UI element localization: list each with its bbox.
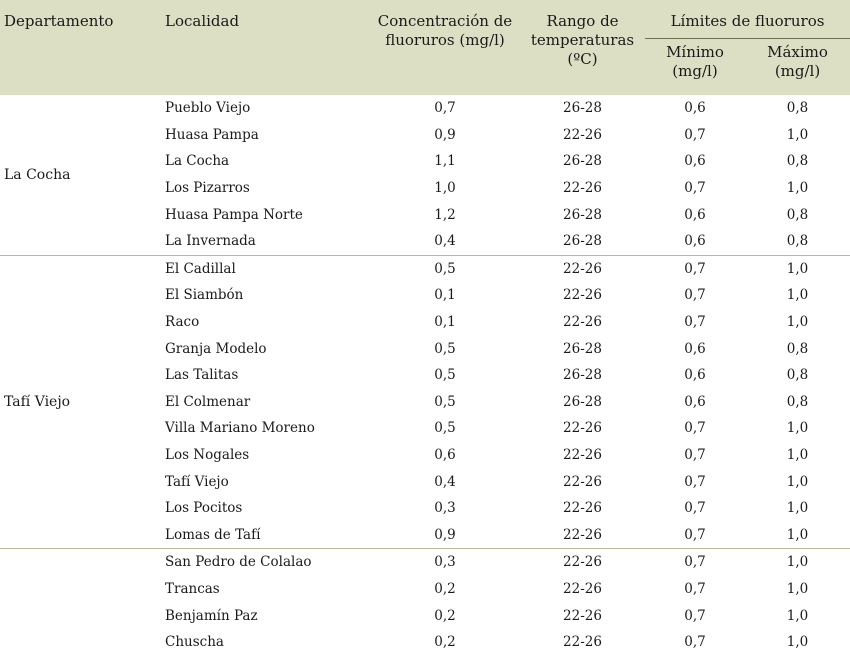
table-body xyxy=(0,95,850,655)
header-concentracion: Concentración de fluoruros (mg/l) xyxy=(370,0,520,95)
cell-concentracion: 0,5 xyxy=(434,340,456,357)
table-row xyxy=(0,95,850,122)
cell-minimo: 0,6 xyxy=(684,393,706,410)
cell-concentracion: 0,1 xyxy=(434,287,456,304)
cell-rango: 22-26 xyxy=(563,180,602,197)
cell-rango: 22-26 xyxy=(520,255,645,282)
cell-maximo: 1,0 xyxy=(745,549,850,576)
cell-localidad: Huasa Pampa xyxy=(165,126,259,143)
cell-maximo: 0,8 xyxy=(786,153,809,170)
cell-localidad: Huasa Pampa Norte xyxy=(165,206,303,223)
cell-concentracion: 0,4 xyxy=(434,233,456,250)
cell-localidad: Los Pizarros xyxy=(165,180,250,197)
cell-maximo: 0,8 xyxy=(786,340,809,357)
header-limites-fluoruros: Límites de fluoruros xyxy=(645,0,850,39)
cell-minimo: 0,7 xyxy=(684,634,706,651)
cell-rango: 26-28 xyxy=(563,206,602,223)
cell-minimo: 0,7 xyxy=(684,287,706,304)
cell-concentracion: 0,5 xyxy=(434,393,456,410)
cell-maximo: 0,8 xyxy=(786,100,809,117)
cell-maximo: 1,0 xyxy=(786,634,809,651)
cell-rango: 22-26 xyxy=(520,549,645,576)
cell-maximo: 1,0 xyxy=(786,287,809,304)
cell-minimo: 0,7 xyxy=(684,607,706,624)
cell-localidad: La Invernada xyxy=(165,233,256,250)
cell-concentracion: 0,5 xyxy=(370,255,520,282)
cell-rango: 22-26 xyxy=(563,607,602,624)
cell-localidad: Chuscha xyxy=(165,634,224,651)
cell-concentracion: 1,2 xyxy=(434,206,456,223)
cell-maximo: 1,0 xyxy=(786,473,809,490)
cell-localidad: Lomas de Tafí xyxy=(165,526,261,543)
header-minimo: Mínimo (mg/l) xyxy=(645,39,745,96)
cell-maximo: 1,0 xyxy=(786,500,809,517)
cell-departamento: Tafí Viejo xyxy=(0,255,162,549)
cell-rango: 22-26 xyxy=(563,287,602,304)
cell-maximo: 1,0 xyxy=(786,126,809,143)
cell-minimo: 0,6 xyxy=(684,340,706,357)
cell-rango: 22-26 xyxy=(563,420,602,437)
cell-localidad: Trancas xyxy=(165,580,220,597)
cell-localidad: Los Nogales xyxy=(165,447,250,464)
cell-maximo: 1,0 xyxy=(786,447,809,464)
cell-minimo: 0,7 xyxy=(684,526,706,543)
cell-minimo: 0,7 xyxy=(684,500,706,517)
cell-concentracion: 0,2 xyxy=(434,607,456,624)
cell-maximo: 1,0 xyxy=(786,580,809,597)
cell-maximo: 0,8 xyxy=(786,367,809,384)
cell-departamento xyxy=(0,549,162,656)
cell-concentracion: 0,9 xyxy=(434,126,456,143)
cell-maximo: 1,0 xyxy=(786,607,809,624)
cell-maximo: 1,0 xyxy=(786,526,809,543)
cell-minimo: 0,7 xyxy=(684,180,706,197)
header-rango-temperaturas: Rango de temperaturas (ºC) xyxy=(520,0,645,95)
cell-minimo: 0,7 xyxy=(684,447,706,464)
cell-minimo: 0,6 xyxy=(684,233,706,250)
cell-rango: 22-26 xyxy=(563,526,602,543)
cell-maximo: 1,0 xyxy=(745,255,850,282)
cell-localidad: El Colmenar xyxy=(165,393,251,410)
cell-minimo: 0,7 xyxy=(684,420,706,437)
cell-concentracion: 0,7 xyxy=(434,100,456,117)
cell-minimo: 0,6 xyxy=(684,153,706,170)
cell-rango: 26-28 xyxy=(563,100,602,117)
cell-localidad: Los Pocitos xyxy=(165,500,243,517)
cell-rango: 26-28 xyxy=(563,340,602,357)
cell-minimo: 0,6 xyxy=(684,367,706,384)
cell-maximo: 0,8 xyxy=(786,233,809,250)
cell-minimo: 0,7 xyxy=(684,314,706,331)
cell-localidad: Las Talitas xyxy=(165,367,239,384)
cell-localidad: El Siambón xyxy=(165,287,244,304)
cell-rango: 22-26 xyxy=(563,314,602,331)
cell-localidad: San Pedro de Colalao xyxy=(162,549,370,576)
cell-minimo: 0,7 xyxy=(645,255,745,282)
cell-minimo: 0,7 xyxy=(684,126,706,143)
cell-maximo: 0,8 xyxy=(786,393,809,410)
cell-minimo: 0,7 xyxy=(684,473,706,490)
cell-concentracion: 0,3 xyxy=(434,500,456,517)
cell-departamento: La Cocha xyxy=(4,166,71,183)
header-maximo: Máximo (mg/l) xyxy=(745,39,850,96)
cell-localidad: Villa Mariano Moreno xyxy=(165,420,315,437)
cell-rango: 22-26 xyxy=(563,500,602,517)
table-header xyxy=(0,0,850,95)
cell-rango: 22-26 xyxy=(563,447,602,464)
cell-rango: 22-26 xyxy=(563,634,602,651)
cell-localidad: La Cocha xyxy=(165,153,230,170)
cell-concentracion: 0,2 xyxy=(434,580,456,597)
cell-maximo: 1,0 xyxy=(786,420,809,437)
cell-localidad: Benjamín Paz xyxy=(165,607,258,624)
cell-maximo: 1,0 xyxy=(786,180,809,197)
cell-minimo: 0,6 xyxy=(684,206,706,223)
header-departamento: Departamento xyxy=(0,0,162,95)
table-row xyxy=(0,549,850,576)
table-row xyxy=(0,255,850,282)
cell-concentracion: 0,5 xyxy=(434,420,456,437)
cell-rango: 22-26 xyxy=(563,126,602,143)
cell-rango: 26-28 xyxy=(563,153,602,170)
cell-rango: 26-28 xyxy=(563,393,602,410)
cell-minimo: 0,7 xyxy=(684,580,706,597)
cell-concentracion: 0,3 xyxy=(370,549,520,576)
cell-rango: 26-28 xyxy=(563,367,602,384)
cell-localidad: Raco xyxy=(165,314,200,331)
cell-concentracion: 0,1 xyxy=(434,314,456,331)
cell-rango: 22-26 xyxy=(563,580,602,597)
cell-concentracion: 0,5 xyxy=(434,367,456,384)
cell-concentracion: 0,2 xyxy=(434,634,456,651)
cell-rango: 26-28 xyxy=(563,233,602,250)
cell-maximo: 0,8 xyxy=(786,206,809,223)
cell-localidad: Granja Modelo xyxy=(165,340,267,357)
cell-localidad: El Cadillal xyxy=(162,255,370,282)
cell-localidad: Pueblo Viejo xyxy=(165,100,251,117)
cell-minimo: 0,7 xyxy=(645,549,745,576)
cell-minimo: 0,6 xyxy=(684,100,706,117)
cell-concentracion: 0,9 xyxy=(434,526,456,543)
cell-concentracion: 1,0 xyxy=(434,180,456,197)
cell-localidad: Tafí Viejo xyxy=(165,473,229,490)
cell-maximo: 1,0 xyxy=(786,314,809,331)
cell-concentracion: 0,6 xyxy=(434,447,456,464)
cell-concentracion: 1,1 xyxy=(434,153,456,170)
cell-rango: 22-26 xyxy=(563,473,602,490)
header-localidad: Localidad xyxy=(162,0,370,95)
cell-concentracion: 0,4 xyxy=(434,473,456,490)
